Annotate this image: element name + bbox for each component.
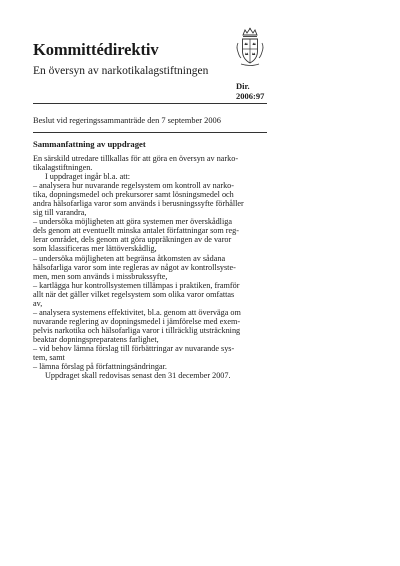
document-subtitle: En översyn av narkotikalagstiftningen — [33, 65, 209, 77]
body-line: tikalagstiftningen. — [33, 163, 93, 173]
body-line: dels genom att eventuellt minska antalet författningar som reg- — [33, 226, 239, 236]
body-line: – analysera hur nuvarande regelsystem om kontroll av narko- — [33, 181, 234, 191]
body-line: lerar området, dels genom att göra uppräkningen av de varor — [33, 235, 232, 245]
body-line: – kartlägga hur kontrollsystemen tillämpas i praktiken, framför — [33, 280, 240, 290]
body-line: I uppdraget ingår bl.a. att: — [45, 172, 131, 182]
body-line: En särskild utredare tillkallas för att göra en översyn av narko- — [33, 154, 239, 163]
body-line: andra hälsofarliga varor som används i berusningssyfte förhåller — [33, 199, 244, 209]
decision-line: Beslut vid regeringssammanträde den 7 september 2006 — [33, 116, 221, 125]
body-line: hälsofarliga varor som inte regleras av något av kontrollsyste- — [33, 262, 236, 272]
body-line: pelvis narkotika och hälsofarliga varor i tillräcklig utsträckning — [33, 325, 241, 335]
body-line: nuvarande reglering av dopningsmedel i jämförelse med exem- — [33, 316, 241, 326]
body-line: – undersöka möjligheten att göra systemen mer överskådliga — [33, 217, 232, 227]
document-title: Kommittédirektiv — [33, 40, 159, 59]
body-line: som klassificeras mer lättöverskådlig, — [33, 244, 157, 254]
summary-heading: Sammanfattning av uppdraget — [33, 139, 146, 149]
body-line: av, — [33, 298, 43, 308]
body-line: beaktar dopningspreparatens farlighet, — [33, 334, 159, 344]
dir-label: Dir. — [236, 81, 250, 91]
dir-number: 2006:97 — [236, 91, 265, 101]
body-line: – vid behov lämna förslag till förbättringar av nuvarande sys- — [33, 343, 235, 353]
body-line: men, men som används i missbrukssyfte, — [33, 271, 168, 281]
body-line: tem, samt — [33, 353, 65, 363]
body-line: Uppdraget skall redovisas senast den 31 december 2007. — [45, 371, 231, 381]
header-divider — [33, 103, 267, 104]
body-line: – undersöka möjligheten att begränsa åtkomsten av sådana — [33, 253, 226, 263]
body-line: allt när det gäller vilket regelsystem som olika varor omfattas — [33, 289, 235, 299]
body-line: sig till varandra, — [33, 208, 87, 218]
directive-number — [236, 81, 264, 101]
swedish-royal-crest-icon — [234, 27, 266, 67]
summary-body — [33, 154, 273, 380]
body-line: tika, dopningsmedel och prekursorer samt lösningsmedel och — [33, 190, 234, 200]
body-line: – analysera systemens effektivitet, bl.a. genom att överväga om — [33, 307, 241, 317]
body-line: – lämna förslag på författningsändringar. — [33, 362, 167, 372]
section-divider — [33, 132, 267, 133]
